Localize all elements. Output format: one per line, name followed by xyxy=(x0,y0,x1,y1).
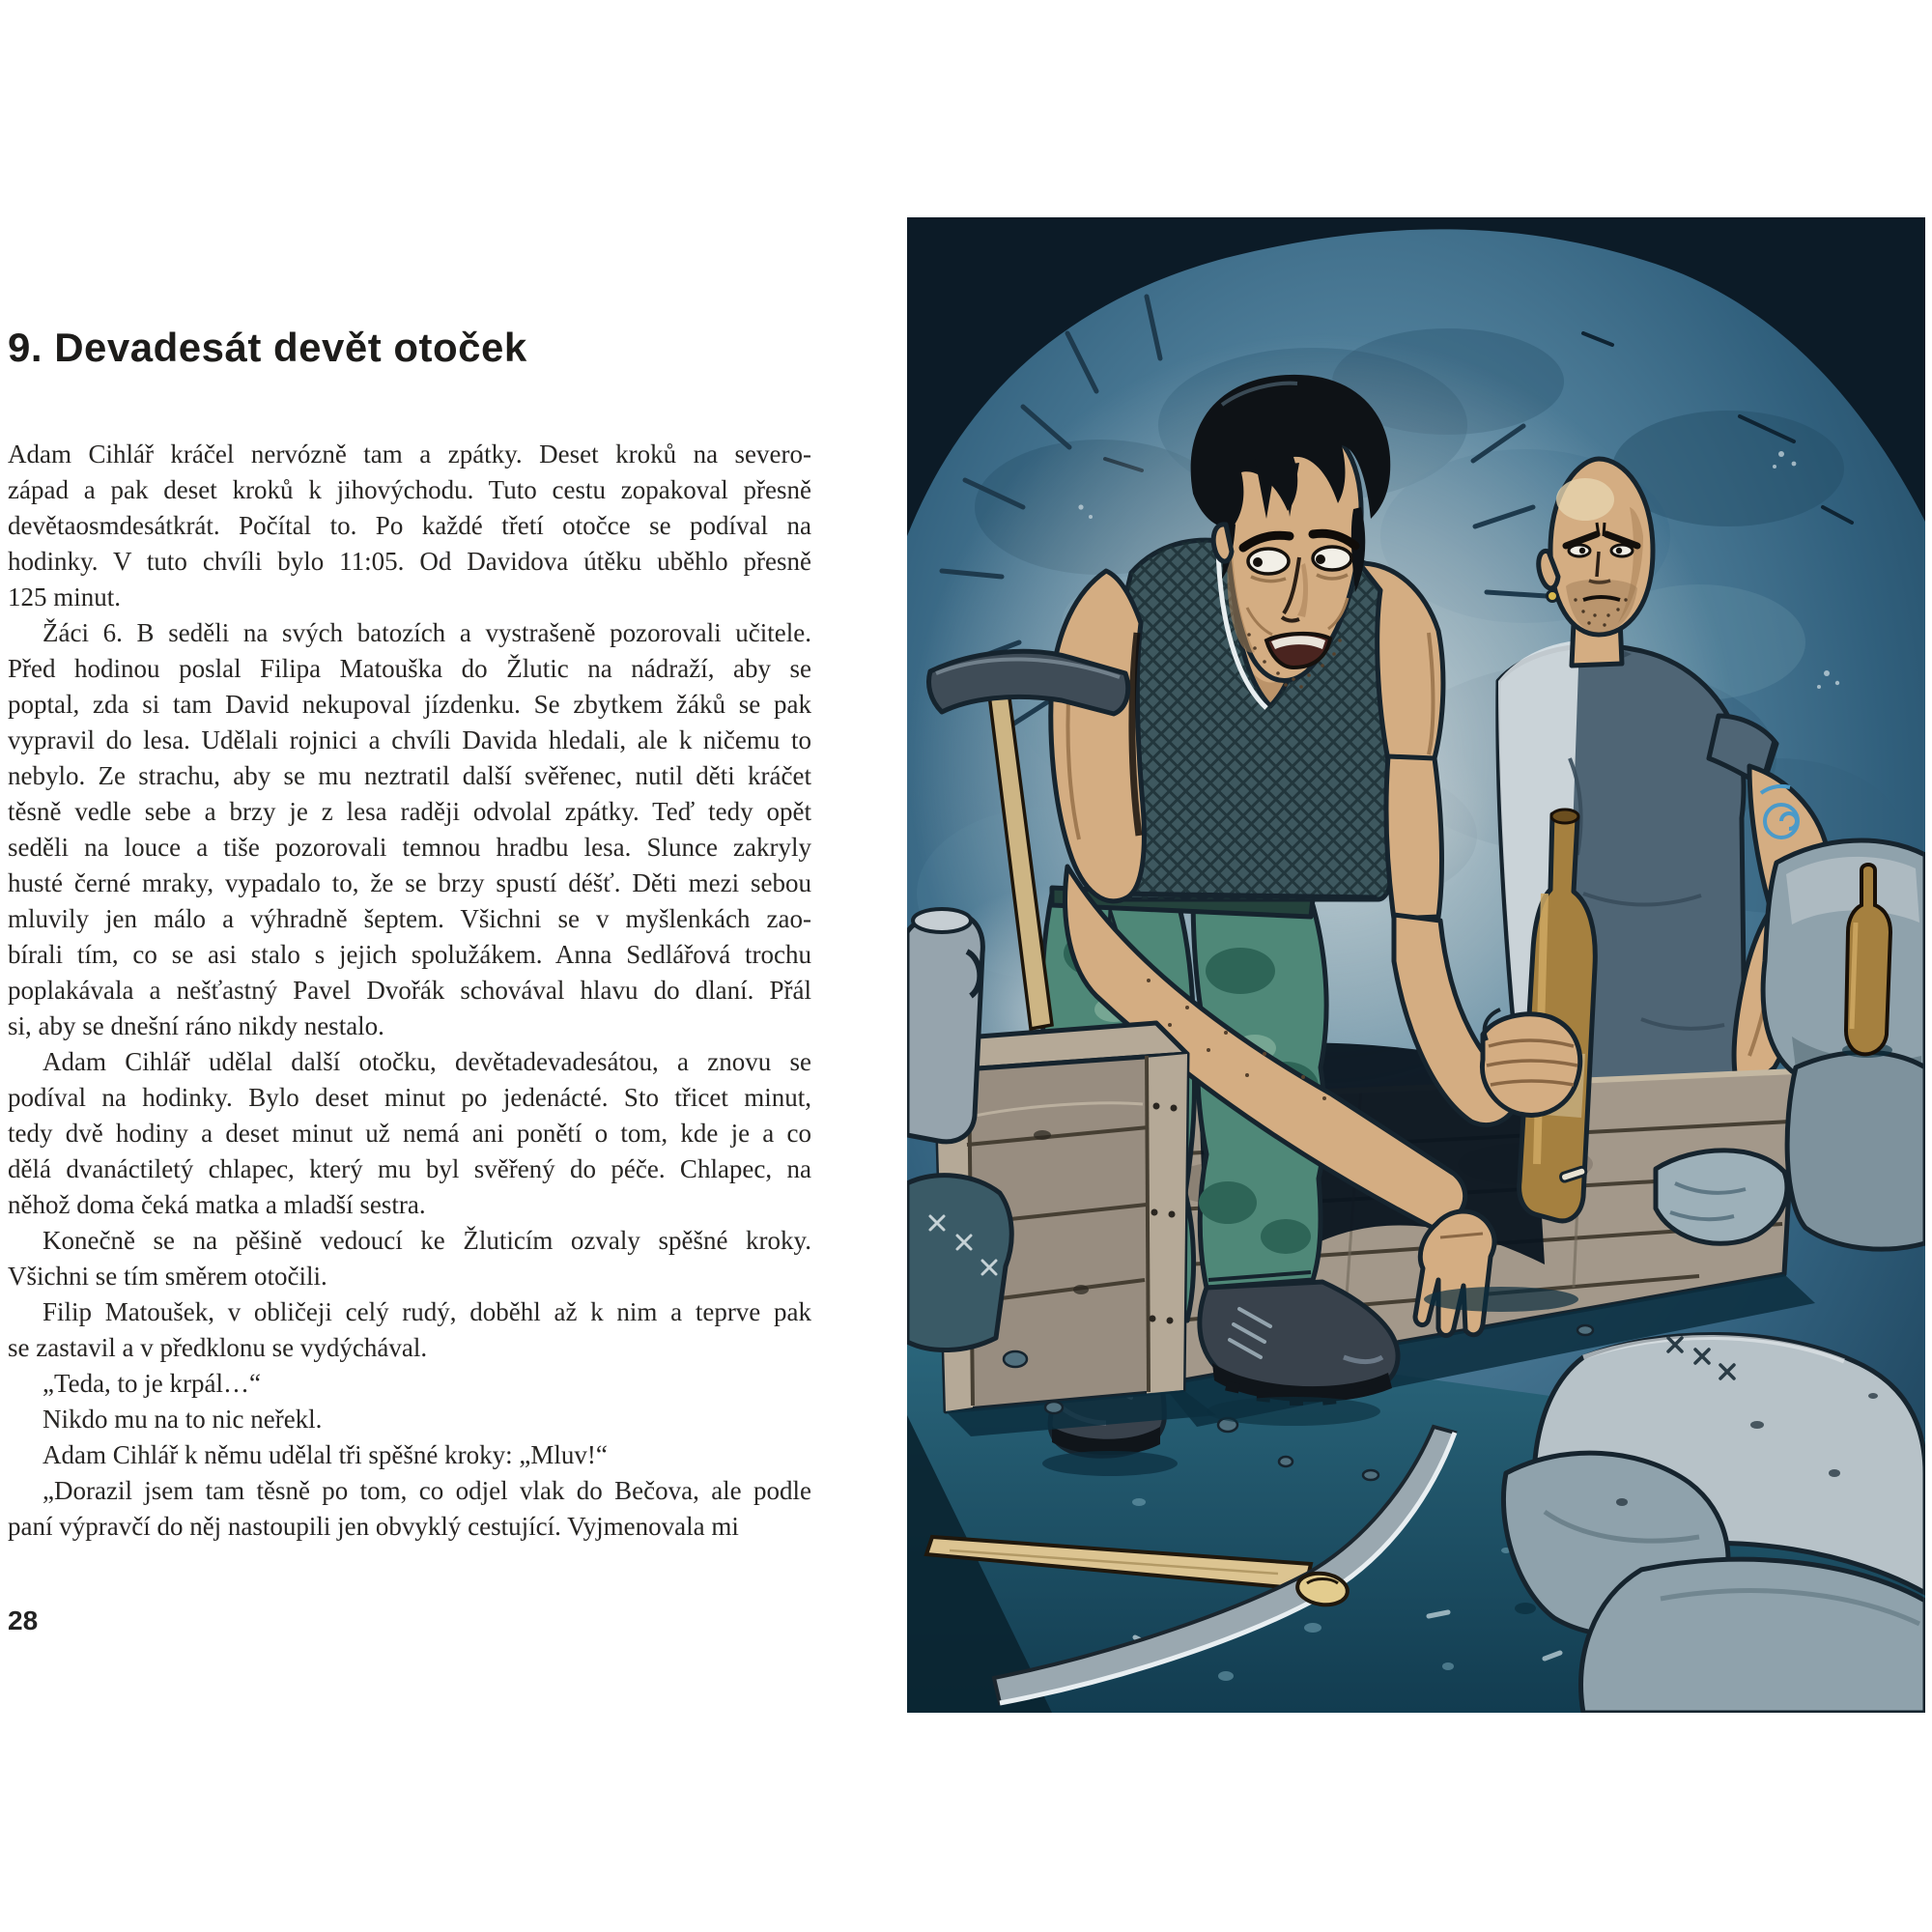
text-line: Adam Cihlář k němu udělal tři spěšné kroky: „Mluv!“ xyxy=(43,1440,608,1469)
text-line: si, aby se dnešní ráno nikdy nestalo. xyxy=(8,1011,384,1040)
text-line: bírali tím, co se asi stalo s jejich spolužákem. Anna Sedlářová trochu xyxy=(8,940,811,969)
text-line: mluvily jen málo a výhradně šeptem. Všichni se v myšlenkách zao- xyxy=(8,904,811,933)
text-line: dělá dvanáctiletý chlapec, který mu byl svěřený do péče. Chlapec, na xyxy=(8,1154,811,1183)
text-line: těsně vedle sebe a brzy je z lesa raději odvolal zpátky. Teď tedy opět xyxy=(8,797,811,826)
text-line: „Teda, to je krpál…“ xyxy=(43,1369,262,1398)
text-line: nebylo. Ze strachu, aby se mu neztratil další svěřenec, nutil děti kráčet xyxy=(8,761,811,790)
text-line: Všichni se tím směrem otočili. xyxy=(8,1262,327,1291)
text-line: husté černé mraky, vypadalo to, že se brzy spustí déšť. Děti mezi sebou xyxy=(8,868,811,897)
text-line: 125 minut. xyxy=(8,582,122,611)
text-line: Filip Matoušek, v obličeji celý rudý, doběhl až k nim a teprve pak xyxy=(43,1297,811,1326)
text-line: Nikdo mu na to nic neřekl. xyxy=(43,1405,323,1434)
text-line: podíval na hodinky. Bylo deset minut po jedenácté. Sto třicet minut, xyxy=(8,1083,811,1112)
gray-rag xyxy=(1656,1151,1787,1243)
text-line: „Dorazil jsem tam těsně po tom, co odjel vlak do Bečova, ale podle xyxy=(43,1476,811,1505)
front-man-grip-hand xyxy=(1482,1009,1579,1115)
earring xyxy=(1548,591,1558,602)
dark-sack-left xyxy=(907,1176,1011,1350)
text-line: poplakávala a nešťastný Pavel Dvořák schovával hlavu do dlaní. Přál xyxy=(8,976,811,1005)
text-line: devětaosmdesátkrát. Počítal to. Po každé třetí otočce se podíval na xyxy=(8,511,811,540)
jug xyxy=(907,909,982,1142)
text-line: Před hodinou poslal Filipa Matouška do Žlutic na nádraží, aby se xyxy=(8,654,811,683)
text-line: se zastavil a v předklonu se vydýchával. xyxy=(8,1333,428,1362)
illustration xyxy=(907,217,1925,1713)
comic-scene xyxy=(907,217,1925,1713)
chapter-heading: 9. Devadesát devět otoček xyxy=(8,325,527,370)
text-line: Žáci 6. B seděli na svých batozích a vystrašeně pozorovali učitele. xyxy=(43,618,811,647)
text-line: západ a pak deset kroků k jihovýchodu. Tuto cestu zopakoval přesně xyxy=(8,475,811,504)
text-line: Adam Cihlář kráčel nervózně tam a zpátky. Deset kroků na severo- xyxy=(8,440,811,469)
text-line: seděli na louce a tiše pozorovali temnou hradbu lesa. Slunce zakryly xyxy=(8,833,811,862)
text-line: něhož doma čeká matka a mladší sestra. xyxy=(8,1190,426,1219)
page-number: 28 xyxy=(8,1605,39,1635)
text-line: hodinky. V tuto chvíli bylo 11:05. Od Davidova útěku uběhlo přesně xyxy=(8,547,811,576)
text-line: Konečně se na pěšině vedoucí ke Žluticím ozvaly spěšné kroky. xyxy=(43,1226,811,1255)
body-text xyxy=(8,437,811,1545)
text-line: paní výpravčí do něj nastoupili jen obvyklý cestující. Vyjmenovala mi xyxy=(8,1512,739,1541)
text-line: poptal, zda si tam David nekupoval jízdenku. Se zbytkem žáků se pak xyxy=(8,690,811,719)
text-line: tedy dvě hodiny a deset minut už nemá ani ponětí o tom, kde je a co xyxy=(8,1119,811,1148)
front-man-ear xyxy=(1213,525,1232,561)
text-line: vypravil do lesa. Udělali rojnici a chvíli Davida hledali, ale k ničemu to xyxy=(8,725,811,754)
text-line: Adam Cihlář udělal další otočku, devětadevadesátou, a znovu se xyxy=(43,1047,811,1076)
